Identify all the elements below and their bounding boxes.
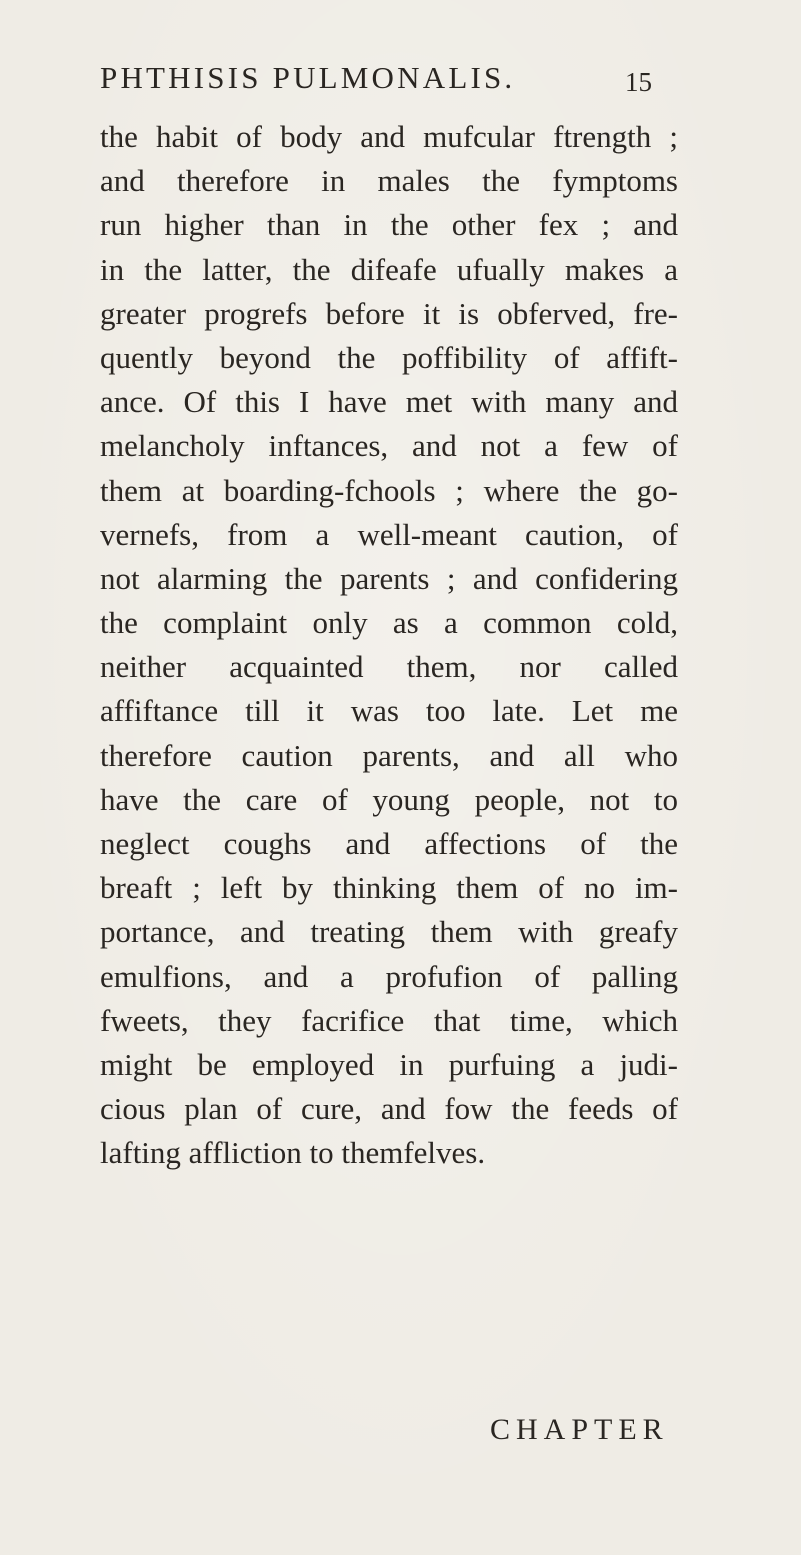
text-line: melancholy inftances, and not a few of bbox=[100, 428, 678, 464]
text-line: might be employed in purfuing a judi- bbox=[100, 1046, 678, 1082]
text-line: therefore caution parents, and all who bbox=[100, 737, 678, 773]
text-line: in the latter, the difeafe ufually makes a bbox=[100, 251, 678, 287]
text-line: neglect coughs and affections of the bbox=[100, 826, 678, 861]
catchword: CHAPTER bbox=[490, 1413, 669, 1446]
text-line: fweets, they facrifice that time, which bbox=[100, 1002, 678, 1038]
page-number: 15 bbox=[625, 67, 652, 97]
text-line: not alarming the parents ; and confidering bbox=[100, 560, 678, 596]
text-line: breaft ; left by thinking them of no im- bbox=[100, 870, 678, 906]
text-line: run higher than in the other fex ; and bbox=[100, 207, 678, 243]
text-line: portance, and treating them with greafy bbox=[100, 914, 678, 950]
text-line: them at boarding-fchools ; where the go- bbox=[100, 472, 678, 508]
text-line: greater progrefs before it is obferved, fre- bbox=[100, 295, 678, 331]
text-line: lafting affliction to themfelves. bbox=[100, 1135, 486, 1171]
body-text bbox=[100, 115, 678, 1176]
running-head bbox=[100, 58, 660, 98]
text-line: affiftance till it was too late. Let me bbox=[100, 693, 678, 729]
text-line: the complaint only as a common cold, bbox=[100, 605, 678, 641]
text-line: cious plan of cure, and fow the feeds of bbox=[100, 1091, 678, 1127]
text-line: the habit of body and mufcular ftrength ; bbox=[100, 119, 678, 154]
text-line: ance. Of this I have met with many and bbox=[100, 384, 678, 420]
text-line: and therefore in males the fymptoms bbox=[100, 163, 678, 199]
text-line: have the care of young people, not to bbox=[100, 781, 678, 817]
text-line: vernefs, from a well-meant caution, of bbox=[100, 516, 678, 552]
text-line: emulfions, and a profufion of palling bbox=[100, 958, 678, 994]
text-line: quently beyond the poffibility of affift- bbox=[100, 339, 678, 375]
running-title: PHTHISIS PULMONALIS. bbox=[100, 60, 516, 95]
text-line: neither acquainted them, nor called bbox=[100, 649, 678, 685]
